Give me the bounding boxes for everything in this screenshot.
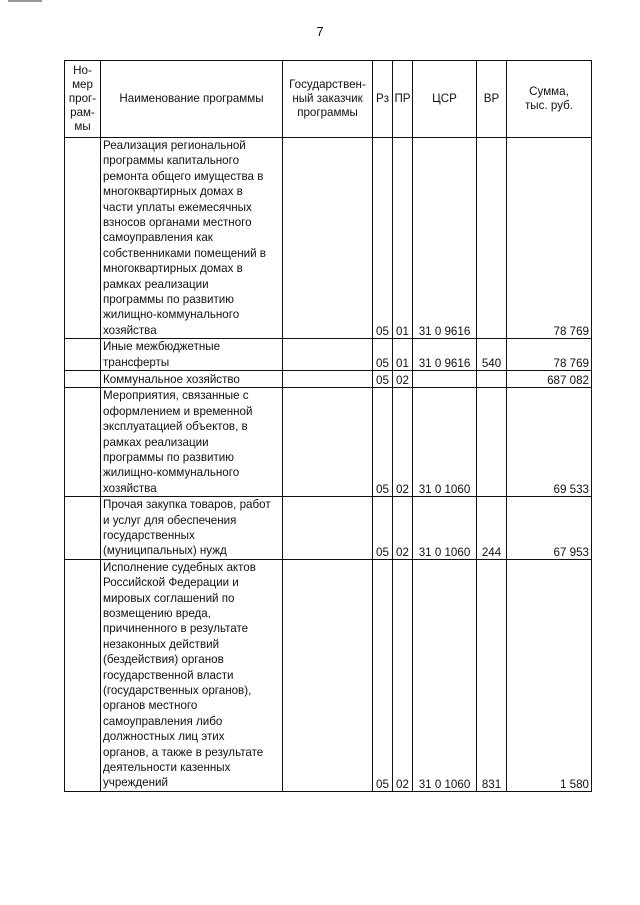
header-program-name: Наименование программы	[101, 61, 283, 138]
sum-cell: 69 533	[507, 388, 592, 497]
csr-cell	[413, 371, 477, 388]
pr-cell: 02	[393, 388, 413, 497]
program-name-cell: Прочая закупка товаров, работ и услуг для обеспечения государственных (муниципальных) нужд	[101, 497, 283, 560]
vr-cell: 831	[477, 559, 507, 791]
table-row	[65, 138, 592, 339]
csr-cell: 31 0 9616	[413, 138, 477, 339]
state-customer-cell	[283, 371, 373, 388]
state-customer-cell	[283, 559, 373, 791]
pr-cell: 02	[393, 371, 413, 388]
pr-cell: 01	[393, 138, 413, 339]
program-name-cell: Иные межбюджетные трансферты	[101, 339, 283, 371]
program-name-cell: Исполнение судебных актов Российской Федерации и мировых соглашений по возмещению вреда, причиненного в результате незаконных действий (бездействия) органов государственной власти (государственных органов), органов местного самоуправления либо должностных лиц этих органов, а также в результате деятельности казенных учреждений	[101, 559, 283, 791]
sum-cell: 1 580	[507, 559, 592, 791]
vr-cell	[477, 371, 507, 388]
program-number-cell	[65, 497, 101, 560]
sum-cell: 78 769	[507, 138, 592, 339]
sum-cell: 687 082	[507, 371, 592, 388]
csr-cell: 31 0 1060	[413, 497, 477, 560]
csr-cell: 31 0 1060	[413, 388, 477, 497]
rz-cell: 05	[373, 497, 393, 560]
state-customer-cell	[283, 138, 373, 339]
scan-edge-mark	[8, 0, 42, 2]
header-state-customer: Государствен- ный заказчик программы	[283, 61, 373, 138]
pr-cell: 02	[393, 559, 413, 791]
vr-cell: 244	[477, 497, 507, 560]
rz-cell: 05	[373, 388, 393, 497]
header-sum: Сумма, тыс. руб.	[507, 61, 592, 138]
rz-cell: 05	[373, 339, 393, 371]
program-number-cell	[65, 559, 101, 791]
program-name-cell: Реализация региональной программы капитального ремонта общего имущества в многоквартирных домах в части уплаты ежемесячных взносов органами местного самоуправления как собственниками помещений в многоквартирных домах в рамках реализации программы по развитию жилищно-коммунального хозяйства	[101, 138, 283, 339]
rz-cell: 05	[373, 559, 393, 791]
header-program-number: Но- мер прог- рам- мы	[65, 61, 101, 138]
page-number: 7	[316, 24, 324, 39]
program-name-cell: Коммунальное хозяйство	[101, 371, 283, 388]
program-number-cell	[65, 138, 101, 339]
program-name-cell: Мероприятия, связанные с оформлением и временной эксплуатацией объектов, в рамках реализации программы по развитию жилищно-коммунального хозяйства	[101, 388, 283, 497]
table-row	[65, 339, 592, 371]
table-row	[65, 371, 592, 388]
csr-cell: 31 0 9616	[413, 339, 477, 371]
sum-cell: 78 769	[507, 339, 592, 371]
header-vr: ВР	[477, 61, 507, 138]
header-rz: Рз	[373, 61, 393, 138]
rz-cell: 05	[373, 371, 393, 388]
program-number-cell	[65, 371, 101, 388]
state-customer-cell	[283, 339, 373, 371]
state-customer-cell	[283, 497, 373, 560]
header-csr: ЦСР	[413, 61, 477, 138]
budget-program-table	[64, 60, 592, 792]
table-row	[65, 388, 592, 497]
vr-cell: 540	[477, 339, 507, 371]
pr-cell: 01	[393, 339, 413, 371]
table-row	[65, 559, 592, 791]
pr-cell: 02	[393, 497, 413, 560]
csr-cell: 31 0 1060	[413, 559, 477, 791]
program-number-cell	[65, 388, 101, 497]
header-pr: ПР	[393, 61, 413, 138]
table-header-row	[65, 61, 592, 138]
table-row	[65, 497, 592, 560]
program-number-cell	[65, 339, 101, 371]
sum-cell: 67 953	[507, 497, 592, 560]
rz-cell: 05	[373, 138, 393, 339]
vr-cell	[477, 138, 507, 339]
state-customer-cell	[283, 388, 373, 497]
vr-cell	[477, 388, 507, 497]
